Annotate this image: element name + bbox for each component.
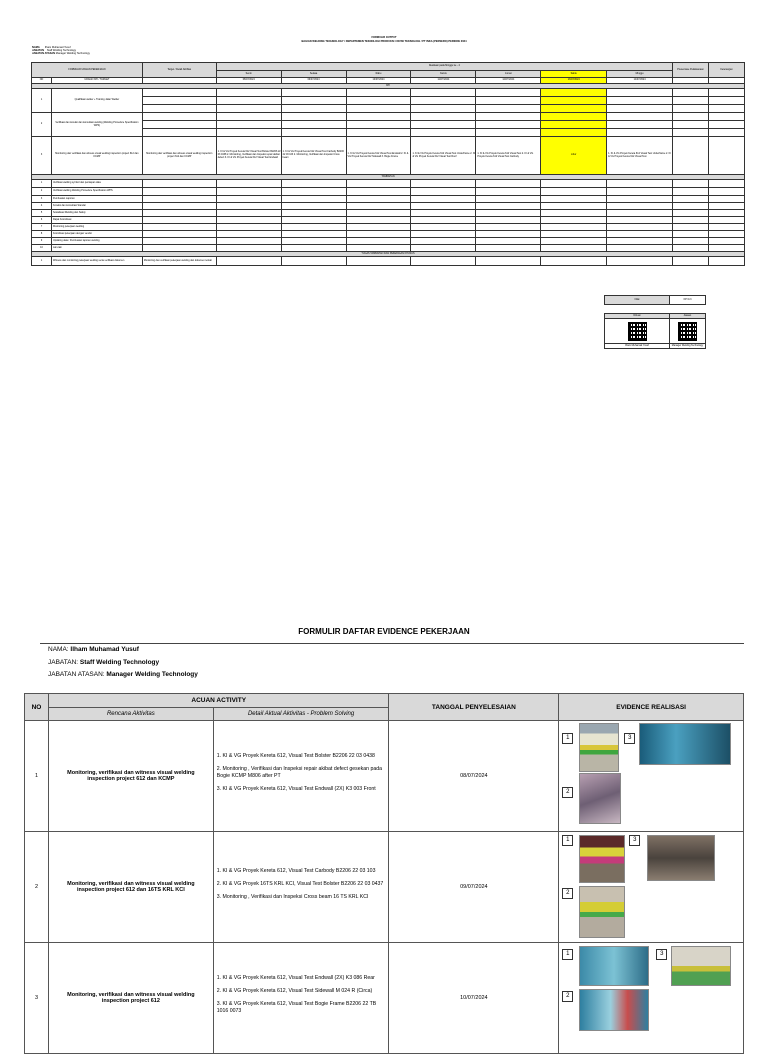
terakhir-no: 1 xyxy=(32,257,52,266)
tambahan-3: Pembuatan Laporan xyxy=(51,196,142,203)
day-jumat: Jumat xyxy=(476,71,541,78)
ev-row2-photos xyxy=(559,832,744,943)
ev-col-acuan: ACUAN ACTIVITY xyxy=(48,694,389,708)
tambahan-label: TAMBAHAN xyxy=(32,175,745,180)
evidence-photo xyxy=(579,989,649,1031)
evidence-photo xyxy=(579,723,619,772)
date-0: 08/07/2024 xyxy=(216,78,281,84)
top-info-jabatan: JABATAN Staff Welding Technology xyxy=(32,49,77,53)
ev-row2-detail: 1. KI & VG Proyek Kereta 612, Visual Test Carbody B2206 22 03 103 2. KI & VG Proyek 16TS KRL KCI, Visual Test Bolster B2206 22 03 0437 3. Monitoring , Verifikasi dan Inspeksi Cross beam 16 TS KRL KCI xyxy=(213,832,389,943)
ev-row1-photos xyxy=(559,721,744,832)
ev-col-no: NO xyxy=(25,694,49,721)
date-4: 12/07/2024 xyxy=(476,78,541,84)
photo-num: 1 xyxy=(562,835,573,846)
day-senin: Senin xyxy=(216,71,281,78)
tambahan-9: Updating data / Pembuatan laporan welding xyxy=(51,238,142,245)
tambahan-4: Koreksi dan konsultasi Standar xyxy=(51,203,142,210)
sign-name2: Manager Welding Technology xyxy=(670,344,706,349)
sign-name1: Ilham Muhamad Yusuf xyxy=(605,344,670,349)
day-minggu: Minggu xyxy=(607,71,673,78)
tambahan-8: Koordinasi pekerjaan dengan vendor xyxy=(51,231,142,238)
evidence-photo xyxy=(639,723,731,765)
ev-row1-no: 1 xyxy=(25,721,49,832)
col-target: Target / Detail Aktifitas xyxy=(142,63,216,78)
ev-col-evidence: EVIDENCE REALISASI xyxy=(559,694,744,721)
photo-num: 3 xyxy=(624,733,635,744)
evidence-photo xyxy=(579,773,621,824)
ev-row3-photos xyxy=(559,943,744,1054)
ev-jabatan: JABATAN: Staff Welding Technology xyxy=(48,658,160,666)
tambahan-6: Rapat Koordinasi xyxy=(51,217,142,224)
ev-atasan: JABATAN ATASAN: Manager Welding Technology xyxy=(48,671,198,678)
tambahan-10: Lain-lain xyxy=(51,245,142,252)
row3-jumat: 1. KI & VG Proyek Kereta 612 Visual Test 2. KI & VG Proyek Kereta 612 Visual Test Carbody xyxy=(476,137,541,175)
row2-text: Verifikasi dan koreksi dan konsultasi welding (Welding Procedure Specification WPS) xyxy=(51,113,142,137)
row3-rabu: 1. KI & VG Proyek Kereta 612 Visual Test Endwall 2. KI & VG Proyek Kereta 612 Sidewall 3. Bogie Frame xyxy=(346,137,411,175)
date-5: 13/07/2024 xyxy=(541,78,607,84)
evidence-row xyxy=(25,721,744,832)
nilai-label: Nilai xyxy=(605,296,670,305)
ev-col-tanggal: TANGGAL PENYELESAIAN xyxy=(389,694,559,721)
tambahan-1: Verifikasi welding symbol dan persiapan data xyxy=(51,180,142,188)
row3-no: 3 xyxy=(32,137,52,175)
day-selasa: Selasa xyxy=(281,71,346,78)
date-6: 14/07/2024 xyxy=(607,78,673,84)
sign-box xyxy=(604,313,706,349)
row3-text: Monitoring dan verifikasi dan witness visual welding inspection project 612 dan KCMP xyxy=(51,137,142,175)
photo-num: 2 xyxy=(562,991,573,1002)
photo-num: 1 xyxy=(562,733,573,744)
photo-num: 3 xyxy=(629,835,640,846)
ev-row3-detail: 1. KI & VG Proyek Kereta 612, Visual Test Endwall (2X) K3 086 Rear 2. KI & VG Proyek Kereta 612, Visual Test Sidewall M 024 R (Circa) 3. KI & VG Proyek Kereta 612, Visual Test Bogie Frame B2206 22 TB 1016 0073 xyxy=(213,943,389,1054)
row1-no: 1 xyxy=(32,89,52,113)
evidence-title: FORMULIR DAFTAR EVIDENCE PEKERJAAN xyxy=(298,627,470,636)
evidence-info xyxy=(48,644,198,682)
sign-dibuat: Dibuat xyxy=(605,314,670,319)
work-table: FORMULIR URAIAN PEKERJAAN Target / Detail Aktifitas Realisasi pada Minggu ke - 4 Presentase Pelaksanaan Keterangan Senin Selasa Rabu Kamis Jumat Sabtu Minggu NO URAIAN KPI / TARGET 08/07/2024 09/07/2024 10/07/2024 11/07/2024 12/07/2024 13/07/2024 14/07/2024 KPI 1 Qualifikasi welder + Training Jalan Welder 2 Verifikasi dan koreksi dan konsultasi welding (Welding Procedure Specification WPS) 3 Monitoring dan verifikasi dan witness visual welding inspection project 612 dan KCMP Monitoring dan verifikasi dan witness visual welding inspection project 612 dan KCMP 1. KI & VG Proyek Kereta 612 Visual Test Bolster B2206 22 03 0438 2. Monitoring, Verifikasi dan Inspeksi repair akibat defect 3. KI & VG Proyek Kereta 612 Visual Test Endwall 1. KI & VG Proyek Kereta 612 Visual Test Carbody B2206 22 03 103 2. Monitoring, Verifikasi dan Inspeksi Cross beam 1. KI & VG Proyek Kereta 612 Visual Test Endwall 2. KI & VG Proyek Kereta 612 Sidewall 3. Bogie Frame 1. KI & VG Proyek Kereta 612 Visual Test Underframe 2. KI & VG Proyek Kereta 612 Visual Test Roof 1. KI & VG Proyek Kereta 612 Visual Test 2. KI & VG Proyek Kereta 612 Visual Test Carbody Libur 1. KI & VG Proyek Kereta 612 Visual Test Underframe 2. KI & VG Proyek Kereta 612 Visual Test TAMBAHAN 1 Verifikasi welding symbol dan persiapan data 2 Verifikasi welding Welding Procedure Specification WPS 3 Pembuatan Laporan 4 Koreksi dan konsultasi Standar 5 Sosialisasi Welding dan Safety 6 Rapat Koordinasi 7 Monitoring pekerjaan welding 8 Koordinasi pekerjaan dengan vendor 9 Updating data / Pembuatan laporan welding 10 Lain-lain TUGAS TAMBAHAN DAN PEKERJAAN KHUSUS 1 Witness dan monitoring pekerjaan welding serta verifikasi dokumen Monitoring dan verifikasi pekerjaan welding dan dokumen terkait xyxy=(31,62,745,266)
ev-row1-detail: 1. KI & VG Proyek Kereta 612, Visual Test Bolster B2206 22 03 0438 2. Monitoring , Verifikasi dan Inspeksi repair akibat defect gesekan pada Bogie KCMP M806 after PT 3. KI & VG Proyek Kereta 612, Visual Test Endwall (2X) K3 003 Front xyxy=(213,721,389,832)
photo-num: 3 xyxy=(656,949,667,960)
qr-code-icon xyxy=(678,322,697,341)
photo-num: 1 xyxy=(562,949,573,960)
kpi-label: KPI xyxy=(32,84,745,89)
evidence-row xyxy=(25,943,744,1054)
tambahan-7: Monitoring pekerjaan welding xyxy=(51,224,142,231)
ev-row2-rencana: Monitoring, verifikasi dan witness visual welding inspection project 612 dan 16TS KRL KCI xyxy=(48,832,213,943)
day-kamis: Kamis xyxy=(411,71,476,78)
evidence-photo xyxy=(671,946,731,986)
top-title-line1: FORMULIR OUTPUT xyxy=(371,36,397,39)
day-rabu: Rabu xyxy=(346,71,411,78)
date-3: 11/07/2024 xyxy=(411,78,476,84)
top-info-nama: NAMA Ilham Muhamad Yusuf xyxy=(32,46,71,49)
photo-num: 2 xyxy=(562,787,573,798)
top-title-line2: BAGIAN WELDING TECHNOLOGY / DEPARTEMEN TEKNOLOGI PRODUKSI / DIVISI TEKNOLOGI / PT INKA (PERSERO) PERIODE 2024 xyxy=(301,40,467,43)
row1-text: Qualifikasi welder + Training Jalan Welder xyxy=(51,89,142,113)
row3-minggu: 1. KI & VG Proyek Kereta 612 Visual Test Underframe 2. KI & VG Proyek Kereta 612 Visual Test xyxy=(607,137,673,175)
date-2: 10/07/2024 xyxy=(346,78,411,84)
no-label: NO xyxy=(32,78,52,84)
evidence-photo xyxy=(579,835,625,883)
evidence-row xyxy=(25,832,744,943)
qr-code-icon xyxy=(628,322,647,341)
ev-row1-tanggal: 08/07/2024 xyxy=(389,721,559,832)
tambahan-5: Sosialisasi Welding dan Safety xyxy=(51,210,142,217)
ev-col-detail: Detail Aktual Aktivitas - Problem Solving xyxy=(213,708,389,721)
ev-row2-tanggal: 09/07/2024 xyxy=(389,832,559,943)
ev-col-rencana: Rencana Aktivitas xyxy=(48,708,213,721)
top-info xyxy=(32,46,90,56)
col-persentase: Presentase Pelaksanaan xyxy=(673,63,709,78)
nilai-value: KPI 1/3 xyxy=(670,296,706,305)
top-info-atasan: JABATAN ATASAN Manager Welding Technology xyxy=(32,52,90,56)
row3-target: Monitoring dan verifikasi dan witness visual welding inspection project 612 dan KCMP xyxy=(142,137,216,175)
ev-row3-rencana: Monitoring, verifikasi dan witness visual welding inspection project 612 xyxy=(48,943,213,1054)
date-1: 09/07/2024 xyxy=(281,78,346,84)
evidence-photo xyxy=(579,946,649,986)
sign-atasan: Atasan xyxy=(670,314,706,319)
row3-kamis: 1. KI & VG Proyek Kereta 612 Visual Test Underframe 2. KI & VG Proyek Kereta 612 Visual Test Roof xyxy=(411,137,476,175)
day-sabtu: Sabtu xyxy=(541,71,607,78)
col-formulir: FORMULIR URAIAN PEKERJAAN xyxy=(32,63,143,78)
terakhir-target: Monitoring dan verifikasi pekerjaan welding dan dokumen terkait xyxy=(142,257,216,266)
nilai-box xyxy=(604,295,706,305)
photo-num: 2 xyxy=(562,888,573,899)
row3-senin: 1. KI & VG Proyek Kereta 612 Visual Test Bolster B2206 22 03 0438 2. Monitoring, Verifikasi dan Inspeksi repair akibat defect 3. KI & VG Proyek Kereta 612 Visual Test Endwall xyxy=(216,137,281,175)
col-realisasi: Realisasi pada Minggu ke - 4 xyxy=(216,63,672,71)
row2-no: 2 xyxy=(32,113,52,137)
terakhir-label: TUGAS TAMBAHAN DAN PEKERJAAN KHUSUS xyxy=(32,252,745,257)
ev-row3-tanggal: 10/07/2024 xyxy=(389,943,559,1054)
terakhir-text: Witness dan monitoring pekerjaan welding serta verifikasi dokumen xyxy=(51,257,142,266)
evidence-photo xyxy=(579,886,625,938)
ev-row2-no: 2 xyxy=(25,832,49,943)
tambahan-2: Verifikasi welding Welding Procedure Specification WPS xyxy=(51,188,142,196)
ev-row1-rencana: Monitoring, verifikasi dan witness visual welding inspection project 612 dan KCMP xyxy=(48,721,213,832)
row3-sabtu: Libur xyxy=(541,137,607,175)
row3-selasa: 1. KI & VG Proyek Kereta 612 Visual Test Carbody B2206 22 03 103 2. Monitoring, Verifikasi dan Inspeksi Cross beam xyxy=(281,137,346,175)
col-keterangan: Keterangan xyxy=(709,63,745,78)
ev-nama: NAMA: Ilham Muhamad Yusuf xyxy=(48,646,139,653)
evidence-photo xyxy=(647,835,715,881)
uraian-label: URAIAN KPI / TARGET xyxy=(51,78,142,84)
evidence-table xyxy=(24,693,744,1054)
ev-row3-no: 3 xyxy=(25,943,49,1054)
